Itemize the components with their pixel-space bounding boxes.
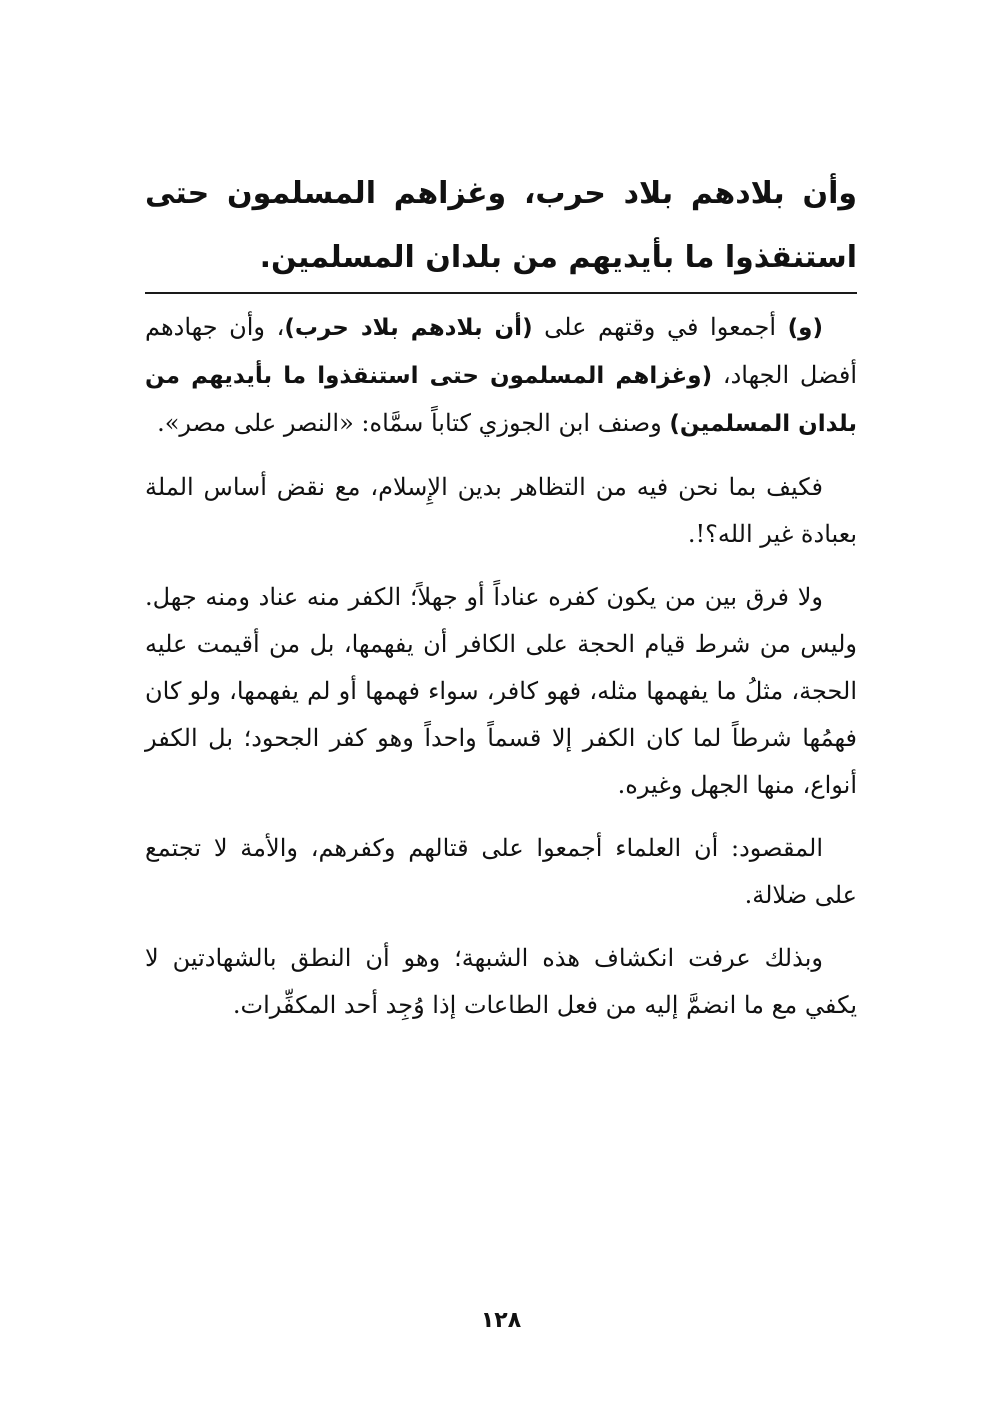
page-number: ١٢٨ [480,1308,522,1333]
commentary-text: أجمعوا في وقتهم على [532,313,788,341]
commentary-text: وصنف ابن الجوزي كتاباً سمَّاه: «النصر على مصر». [157,409,670,437]
commentary-paragraph-4: المقصود: أن العلماء أجمعوا على قتالهم وكفرهم، والأمة لا تجتمع على ضلالة. [145,834,857,909]
commentary-text: ، وأن جهادهم أفضل الجهاد، [145,313,857,389]
commentary-paragraph-1 [145,304,857,448]
commentary-paragraph-3: ولا فرق بين من يكون كفره عناداً أو جهلاً؛ الكفر منه عناد ومنه جهل. وليس من شرط قيام الحجة على الكافر أن يفهمها، بل من أقيمت عليه الحجة، مثلُ ما يفهمها مثله، فهو كافر، سواء فهمها أو لم يفهمها، ولو كان فهمُها شرطاً لما كان الكفر إلا قسماً واحداً وهو كفر الجحود؛ بل الكفر أنواع، منها الجهل وغيره. [145,583,857,799]
commentary [145,304,857,1045]
quoted-phrase: (أن بلادهم بلاد حرب) [284,315,533,341]
main-text: وأن بلادهم بلاد حرب، وغزاهم المسلمون حتى استنقذوا ما بأيديهم من بلدان المسلمين. [145,176,857,275]
commentary-paragraph-5: وبذلك عرفت انكشاف هذه الشبهة؛ وهو أن النطق بالشهادتين لا يكفي مع ما انضمَّ إليه من فعل الطاعات إذا وُجِد أحد المكفِّرات. [145,944,857,1019]
quoted-word: (و) [787,315,823,341]
book-page [145,0,857,1417]
commentary-paragraph-2: فكيف بما نحن فيه من التظاهر بدين الإِسلام، مع نقض أساس الملة بعبادة غير الله؟!. [145,473,857,548]
quoted-phrase: (وغزاهم المسلمون حتى استنقذوا ما بأيديهم من بلدان المسلمين) [145,363,857,437]
separator-line [145,292,857,294]
